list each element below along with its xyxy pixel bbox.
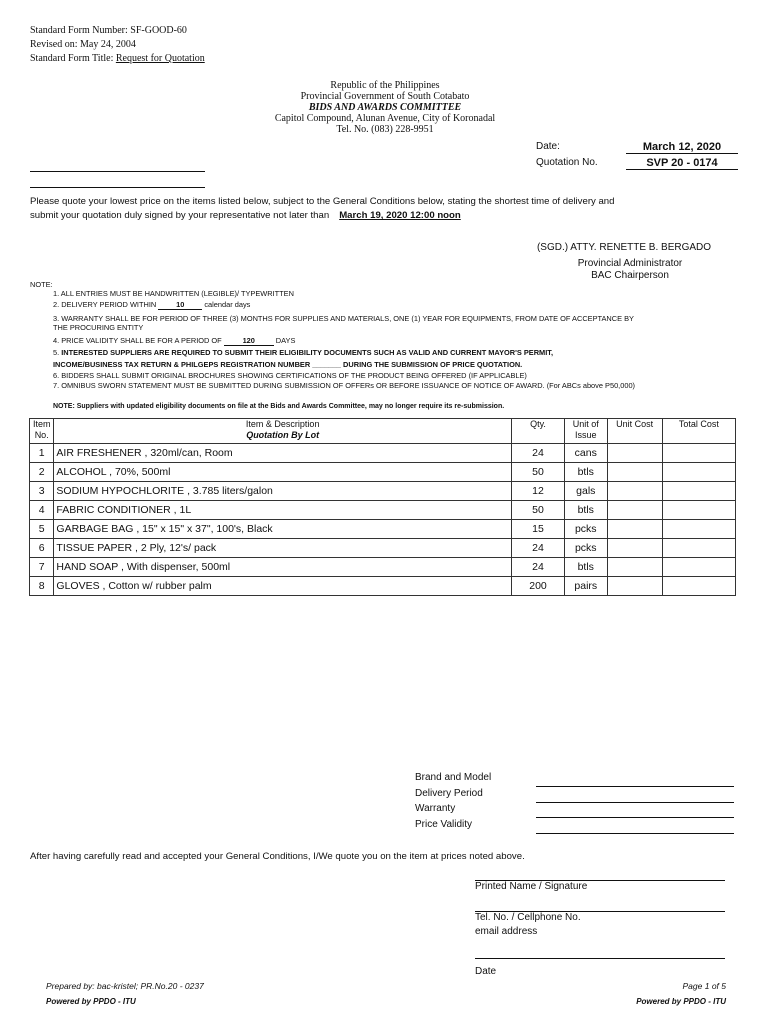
header-bac: BIDS AND AWARDS COMMITTEE [308, 102, 462, 113]
deadline: March 19, 2020 12:00 noon [339, 210, 461, 221]
table-row: 3 SODIUM HYPOCHLORITE , 3.785 liters/galon 12 gals [30, 482, 736, 501]
total-cost-cell[interactable] [662, 444, 735, 463]
prepared-by: Prepared by: bac-kristel; PR.No.20 - 0237 [46, 981, 204, 991]
note-4-post: DAYS [275, 336, 296, 345]
note-5a [53, 348, 553, 357]
acceptance-text: After having carefully read and accepted your General Conditions, I/We quote you on the item at prices noted above. [30, 851, 525, 862]
unit-cost-cell[interactable] [607, 482, 662, 501]
note-5a-text: INTERESTED SUPPLIERS ARE REQUIRED TO SUBMIT THEIR ELIGIBILITY DOCUMENTS SUCH AS VALID AND CURRENT MAYOR'S PERMIT, [61, 348, 553, 357]
email-label: email address [475, 926, 538, 937]
brand-label: Brand and Model [415, 772, 492, 783]
table-row: 5 GARBAGE BAG , 15" x 15" x 37", 100's, Black 15 pcks [30, 520, 736, 539]
warranty-label: Warranty [415, 803, 456, 814]
header-tel: Tel. No. (083) 228-9951 [336, 124, 434, 135]
intro-line-2-text: submit your quotation duly signed by your representative not later than [30, 210, 330, 221]
quotation-value: SVP 20 - 0174 [626, 157, 738, 170]
items-table [29, 418, 736, 596]
tel-label: Tel. No. / Cellphone No. [475, 912, 581, 923]
form-title [30, 52, 205, 66]
form-title-label: Standard Form Title: [30, 53, 116, 64]
validity-line[interactable] [536, 833, 734, 834]
header-unit: Unit of Issue [565, 419, 607, 444]
total-cost-cell[interactable] [662, 558, 735, 577]
page-number: Page 1 of 5 [682, 981, 726, 991]
table-row: 7 HAND SOAP , With dispenser, 500ml 24 btls [30, 558, 736, 577]
note-6: 6. BIDDERS SHALL SUBMIT ORIGINAL BROCHURES SHOWING CERTIFICATIONS OF THE PRODUCT BEING OFFERED (IF APPLICABLE) [53, 371, 527, 380]
intro-line-1: Please quote your lowest price on the items listed below, subject to the General Conditions below, stating the shortest time of delivery and [30, 196, 615, 207]
total-cost-cell[interactable] [662, 482, 735, 501]
unit-cost-cell[interactable] [607, 539, 662, 558]
unit-cost-cell[interactable] [607, 444, 662, 463]
delivery-days: 10 [158, 300, 202, 310]
signatory-title-1: Provincial Administrator [577, 258, 683, 269]
signature-date-label: Date [475, 966, 497, 977]
signatory-name: (SGD.) ATTY. RENETTE B. BERGADO [536, 242, 712, 253]
powered-left: Powered by PPDO - ITU [46, 997, 136, 1006]
note-3b: THE PROCURING ENTITY [53, 323, 144, 332]
powered-right: Powered by PPDO - ITU [636, 997, 726, 1006]
date-line[interactable] [475, 958, 725, 959]
header-province: Provincial Government of South Cotabato [300, 91, 470, 102]
intro-line-2 [30, 209, 461, 223]
form-revised: Revised on: May 24, 2004 [30, 39, 136, 50]
date-value: March 12, 2020 [626, 141, 738, 154]
table-row: 1 AIR FRESHENER , 320ml/can, Room 24 cans [30, 444, 736, 463]
note-4 [53, 336, 295, 346]
total-cost-cell[interactable] [662, 501, 735, 520]
supplier-line-1 [30, 171, 205, 172]
header-description: Item & Description Quotation By Lot [54, 419, 512, 444]
header-unit-cost: Unit Cost [607, 419, 662, 444]
total-cost-cell[interactable] [662, 463, 735, 482]
table-row: 4 FABRIC CONDITIONER , 1L 50 btls [30, 501, 736, 520]
table-row: 2 ALCOHOL , 70%, 500ml 50 btls [30, 463, 736, 482]
quotation-label: Quotation No. [536, 157, 598, 168]
printed-name-label: Printed Name / Signature [475, 881, 588, 892]
date-label: Date: [536, 141, 560, 152]
delivery-label: Delivery Period [415, 788, 483, 799]
table-header-row [30, 419, 736, 444]
unit-cost-cell[interactable] [607, 463, 662, 482]
note-2 [53, 300, 250, 310]
unit-cost-cell[interactable] [607, 577, 662, 596]
warranty-line[interactable] [536, 817, 734, 818]
note-3a: 3. WARRANTY SHALL BE FOR PERIOD OF THREE (3) MONTHS FOR SUPPLIES AND MATERIALS, ONE (1) YEAR FOR EQUIPMENTS, FROM DATE OF ACCEPTANCE BY [53, 314, 634, 323]
note-1: 1. ALL ENTRIES MUST BE HANDWRITTEN (LEGIBLE)/ TYPEWRITTEN [53, 289, 294, 298]
validity-label: Price Validity [415, 819, 473, 830]
total-cost-cell[interactable] [662, 539, 735, 558]
note-bold: NOTE: Suppliers with updated eligibility documents on file at the Bids and Awards Committee, may no longer require its re-submission. [53, 403, 505, 410]
table-row: 8 GLOVES , Cotton w/ rubber palm 200 pairs [30, 577, 736, 596]
brand-line[interactable] [536, 786, 734, 787]
supplier-line-2 [30, 187, 205, 188]
validity-days: 120 [224, 336, 274, 346]
signatory-title-2: BAC Chairperson [591, 270, 669, 281]
total-cost-cell[interactable] [662, 577, 735, 596]
unit-cost-cell[interactable] [607, 501, 662, 520]
unit-cost-cell[interactable] [607, 520, 662, 539]
note-2-pre: 2. DELIVERY PERIOD WITHIN [53, 300, 157, 309]
note-label: NOTE: [30, 280, 53, 289]
header-address: Capitol Compound, Alunan Avenue, City of Koronadal [274, 113, 496, 124]
delivery-line[interactable] [536, 802, 734, 803]
header-qty: Qty. [511, 419, 564, 444]
note-5-num: 5. [53, 348, 60, 357]
table-row: 6 TISSUE PAPER , 2 Ply, 12's/ pack 24 pcks [30, 539, 736, 558]
unit-cost-cell[interactable] [607, 558, 662, 577]
form-number: Standard Form Number: SF-GOOD-60 [30, 25, 187, 36]
header-total-cost: Total Cost [662, 419, 735, 444]
header-republic: Republic of the Philippines [330, 80, 440, 91]
header-item-no: Item No. [30, 419, 54, 444]
note-5b: INCOME/BUSINESS TAX RETURN & PHILGEPS REGISTRATION NUMBER _______ DURING THE SUBMISSION OF PRICE QUOTATION. [53, 360, 523, 369]
total-cost-cell[interactable] [662, 520, 735, 539]
note-7: 7. OMNIBUS SWORN STATEMENT MUST BE SUBMITTED DURING SUBMISSION OF OFFERs OR BEFORE ISSUANCE OF NOTICE OF AWARD. (For ABCs above P50,000) [53, 381, 636, 390]
form-title-value: Request for Quotation [115, 53, 205, 64]
note-2-post: calendar days [204, 300, 251, 309]
note-4-pre: 4. PRICE VALIDITY SHALL BE FOR A PERIOD OF [53, 336, 222, 345]
